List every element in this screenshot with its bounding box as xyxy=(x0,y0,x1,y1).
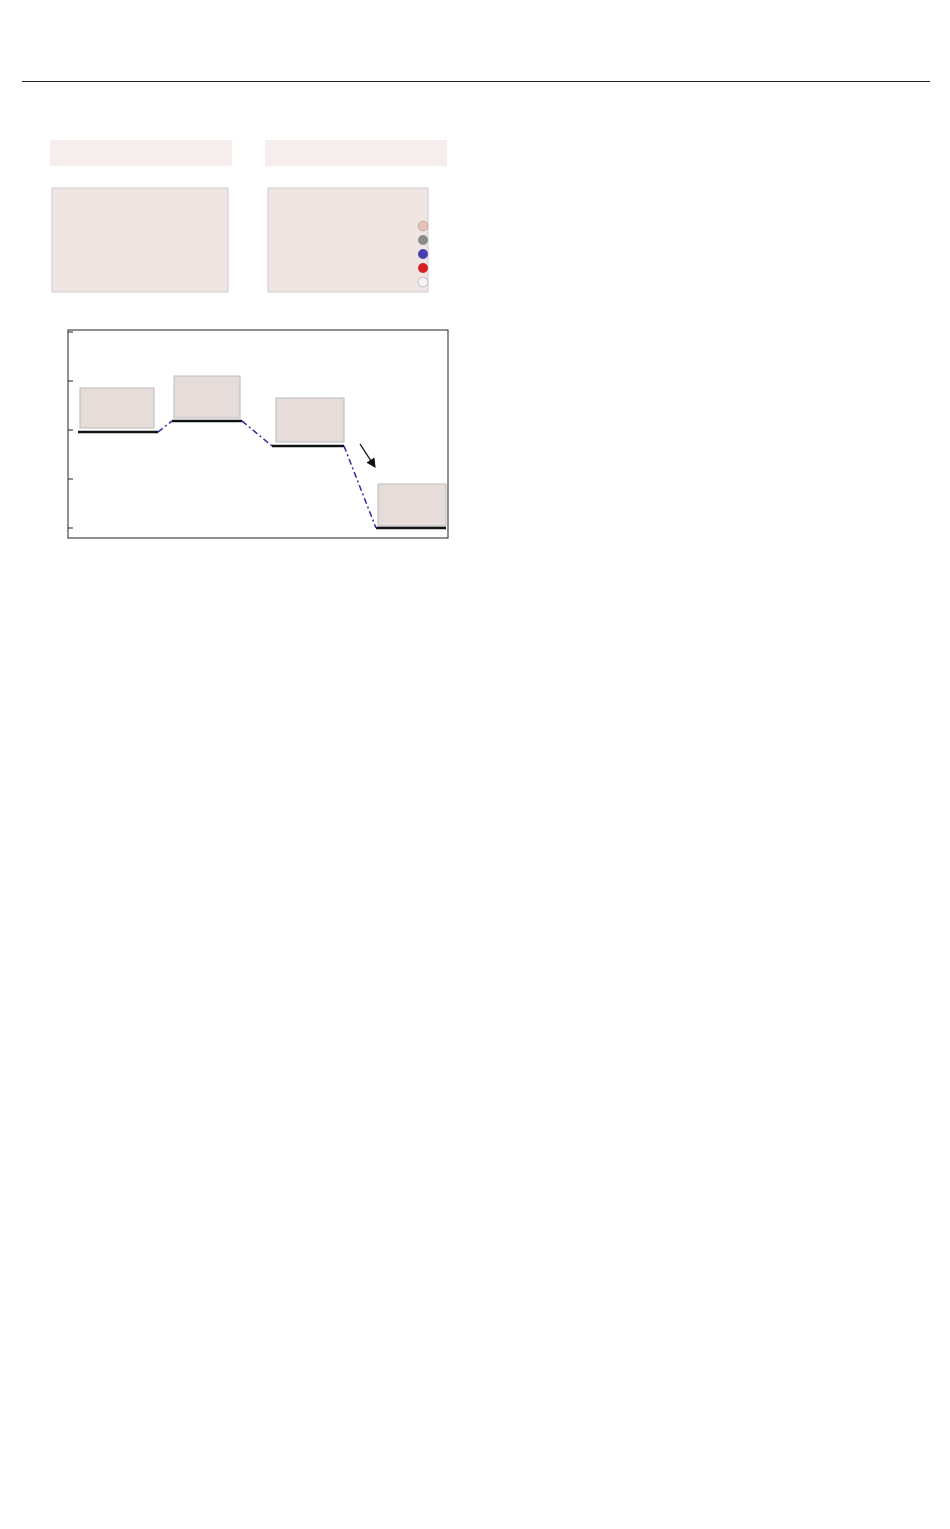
fig2-a-top-view xyxy=(52,188,228,292)
running-header xyxy=(22,52,930,82)
fig2-b-top-view xyxy=(268,188,428,292)
figure-2 xyxy=(20,100,456,296)
figure-3 xyxy=(20,326,456,562)
left-column xyxy=(20,100,456,584)
fig3-yticks xyxy=(68,332,73,528)
fig2-b-side-view xyxy=(265,140,447,166)
fig2-a-side-view xyxy=(50,140,232,166)
figure-4-pdos-chart xyxy=(496,106,932,412)
header-rule xyxy=(22,81,930,82)
fig3-snapshots xyxy=(80,376,446,526)
right-column xyxy=(496,100,932,440)
h2o-arrow xyxy=(360,444,373,464)
